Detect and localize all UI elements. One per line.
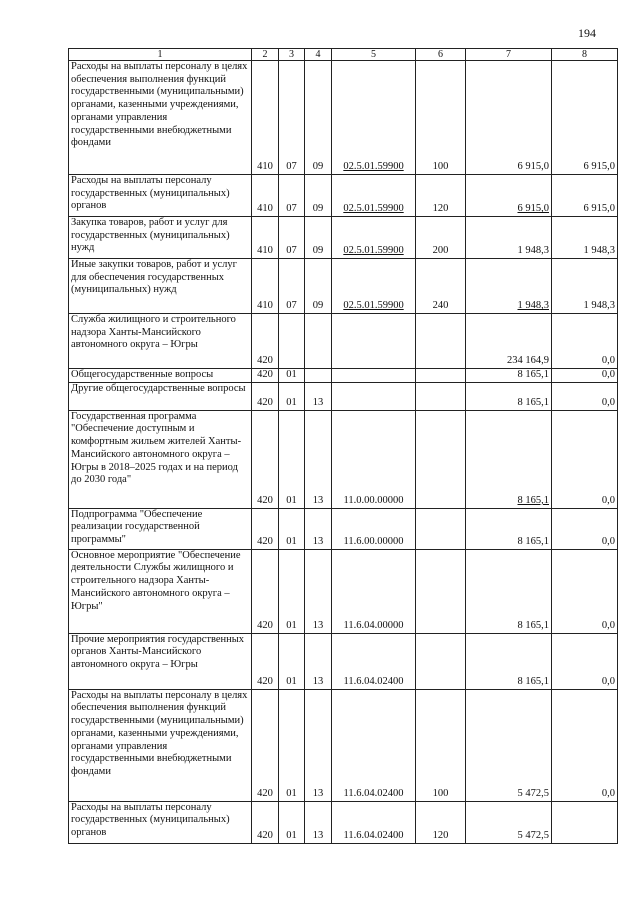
amount-cell-2: 0,0 [552,689,618,801]
target-article-cell [332,314,416,369]
row-name-cell: Служба жилищного и строительного надзора Ханты-Мансийского автономного округа – Югры [69,314,252,369]
amount-cell: 8 165,1 [466,382,552,410]
section-cell: 01 [279,801,305,843]
table-header-row [69,49,618,61]
chapter-cell: 420 [252,382,279,410]
chapter-cell: 410 [252,217,279,259]
row-name-cell: Другие общегосударственные вопросы [69,382,252,410]
chapter-cell: 420 [252,410,279,508]
chapter-cell: 410 [252,175,279,217]
amount-cell-2 [552,801,618,843]
expense-type-cell: 240 [416,259,466,314]
amount-cell: 8 165,1 [466,508,552,549]
section-cell: 01 [279,549,305,633]
amount-cell: 8 165,1 [466,410,552,508]
expense-type-cell [416,633,466,689]
section-cell: 01 [279,633,305,689]
target-article-cell: 11.0.00.00000 [332,410,416,508]
expense-type-cell: 120 [416,801,466,843]
row-name-cell: Подпрограмма "Обеспечение реализации государственной программы" [69,508,252,549]
amount-cell-2: 0,0 [552,314,618,369]
amount-cell-2: 1 948,3 [552,259,618,314]
header-cell: 4 [305,49,332,61]
target-article-cell: 11.6.04.02400 [332,689,416,801]
expense-type-cell: 100 [416,689,466,801]
expense-type-cell: 120 [416,175,466,217]
page-number: 194 [578,26,596,40]
row-name-cell: Расходы на выплаты персоналу государственных (муниципальных) органов [69,801,252,843]
chapter-cell: 420 [252,369,279,383]
target-article-cell: 02.5.01.59900 [332,259,416,314]
chapter-cell: 420 [252,633,279,689]
amount-cell: 1 948,3 [466,259,552,314]
table-row [69,175,618,217]
amount-cell-2: 0,0 [552,508,618,549]
amount-cell: 8 165,1 [466,633,552,689]
amount-cell-2: 6 915,0 [552,61,618,175]
row-name-cell: Основное мероприятие "Обеспечение деятельности Службы жилищного и строительного надзора Ханты-Мансийского автономного округа – Югры" [69,549,252,633]
row-name-cell: Государственная программа "Обеспечение доступным и комфортным жильем жителей Ханты-Мансийского автономного округа – Югры в 2018–2025 годах и на период до 2030 года" [69,410,252,508]
chapter-cell: 410 [252,61,279,175]
header-cell: 3 [279,49,305,61]
subsection-cell [305,314,332,369]
chapter-cell: 420 [252,689,279,801]
row-name-cell: Общегосударственные вопросы [69,369,252,383]
amount-cell: 8 165,1 [466,369,552,383]
row-name-cell: Иные закупки товаров, работ и услуг для обеспечения государственных (муниципальных) нужд [69,259,252,314]
expense-type-cell [416,410,466,508]
row-name-cell: Расходы на выплаты персоналу в целях обеспечения выполнения функций государственными (муниципальными) органами, казенными учреждениями, органами управления государственными внебюджетными фондами [69,689,252,801]
subsection-cell [305,369,332,383]
table-row [69,382,618,410]
header-cell: 2 [252,49,279,61]
row-name-cell: Расходы на выплаты персоналу государственных (муниципальных) органов [69,175,252,217]
section-cell: 01 [279,410,305,508]
target-article-cell: 02.5.01.59900 [332,175,416,217]
amount-cell: 6 915,0 [466,61,552,175]
row-name-cell: Закупка товаров, работ и услуг для государственных (муниципальных) нужд [69,217,252,259]
subsection-cell: 13 [305,801,332,843]
table-row [69,369,618,383]
expense-type-cell: 200 [416,217,466,259]
subsection-cell: 09 [305,175,332,217]
target-article-cell: 02.5.01.59900 [332,61,416,175]
expense-type-cell: 100 [416,61,466,175]
subsection-cell: 13 [305,410,332,508]
header-cell: 8 [552,49,618,61]
table-row [69,61,618,175]
table-row [69,217,618,259]
amount-cell-2: 6 915,0 [552,175,618,217]
header-cell: 7 [466,49,552,61]
table-row [69,549,618,633]
section-cell: 01 [279,689,305,801]
target-article-cell: 11.6.04.02400 [332,633,416,689]
subsection-cell: 13 [305,689,332,801]
amount-cell: 234 164,9 [466,314,552,369]
target-article-cell [332,382,416,410]
subsection-cell: 09 [305,61,332,175]
chapter-cell: 420 [252,314,279,369]
section-cell: 01 [279,369,305,383]
target-article-cell: 11.6.04.00000 [332,549,416,633]
expense-type-cell [416,314,466,369]
subsection-cell: 13 [305,549,332,633]
expense-type-cell [416,382,466,410]
expense-type-cell [416,369,466,383]
budget-table [68,48,618,844]
subsection-cell: 13 [305,633,332,689]
amount-cell-2: 0,0 [552,549,618,633]
section-cell [279,314,305,369]
subsection-cell: 13 [305,508,332,549]
amount-cell: 5 472,5 [466,801,552,843]
target-article-cell: 11.6.00.00000 [332,508,416,549]
section-cell: 01 [279,382,305,410]
row-name-cell: Расходы на выплаты персоналу в целях обеспечения выполнения функций государственными (муниципальными) органами, казенными учреждениями, органами управления государственными внебюджетными фондами [69,61,252,175]
amount-cell: 5 472,5 [466,689,552,801]
amount-cell-2: 0,0 [552,382,618,410]
target-article-cell: 02.5.01.59900 [332,217,416,259]
header-cell: 1 [69,49,252,61]
row-name-cell: Прочие мероприятия государственных органов Ханты-Мансийского автономного округа – Югры [69,633,252,689]
subsection-cell: 09 [305,217,332,259]
chapter-cell: 410 [252,259,279,314]
table-row [69,633,618,689]
amount-cell-2: 1 948,3 [552,217,618,259]
section-cell: 07 [279,217,305,259]
chapter-cell: 420 [252,549,279,633]
section-cell: 07 [279,259,305,314]
header-cell: 5 [332,49,416,61]
subsection-cell: 13 [305,382,332,410]
expense-type-cell [416,549,466,633]
header-cell: 6 [416,49,466,61]
expense-type-cell [416,508,466,549]
section-cell: 07 [279,61,305,175]
table-row [69,259,618,314]
amount-cell-2: 0,0 [552,633,618,689]
amount-cell-2: 0,0 [552,369,618,383]
chapter-cell: 420 [252,508,279,549]
subsection-cell: 09 [305,259,332,314]
table-row [69,508,618,549]
amount-cell: 6 915,0 [466,175,552,217]
target-article-cell [332,369,416,383]
table-row [69,314,618,369]
section-cell: 01 [279,508,305,549]
amount-cell-2: 0,0 [552,410,618,508]
amount-cell: 8 165,1 [466,549,552,633]
table-row [69,410,618,508]
target-article-cell: 11.6.04.02400 [332,801,416,843]
table-row [69,689,618,801]
table-row [69,801,618,843]
chapter-cell: 420 [252,801,279,843]
amount-cell: 1 948,3 [466,217,552,259]
section-cell: 07 [279,175,305,217]
